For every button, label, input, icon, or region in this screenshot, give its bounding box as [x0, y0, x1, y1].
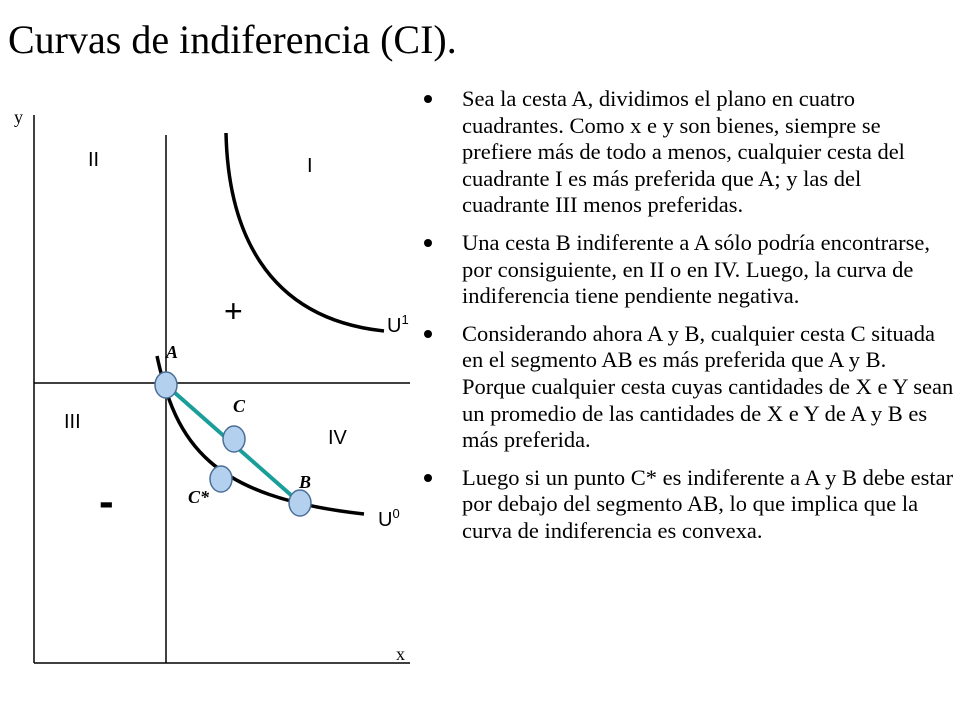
- x-axis-label: x: [396, 644, 405, 664]
- list-item-text: Una cesta B indiferente a A sólo podría encontrarse, por consiguiente, en II o en IV. Luego, la curva de indiferencia tiene pendiente negativa.: [462, 229, 930, 309]
- quadrant-label-i: I: [307, 155, 313, 177]
- quadrant-label-iii: III: [64, 411, 81, 433]
- indifference-curve-diagram: [0, 0, 430, 720]
- list-item-text: Luego si un punto C* es indiferente a A y B debe estar por debajo del segmento AB, lo que implica que la curva de indiferencia es convexa.: [462, 464, 954, 543]
- point-c: [223, 426, 245, 452]
- minus-sign: -: [99, 477, 114, 526]
- bullet-dot-icon: [424, 239, 432, 247]
- plus-sign: +: [224, 293, 243, 329]
- point-b: [289, 490, 311, 516]
- point-cstar: [210, 466, 232, 492]
- list-item: [424, 465, 954, 545]
- point-label-b: B: [299, 472, 312, 492]
- point-label-cstar: C*: [188, 487, 210, 507]
- bullet-dot-icon: [424, 474, 432, 482]
- list-item: [424, 321, 954, 454]
- bullet-dot-icon: [424, 95, 432, 103]
- list-item: [424, 86, 954, 219]
- curve-label-u1: $U^1$: [387, 312, 409, 337]
- y-axis-label: y: [14, 107, 23, 127]
- list-item-text: Sea la cesta A, dividimos el plano en cuatro cuadrantes. Como x e y son bienes, siempre se prefiere más de todo a menos, cualquier cesta del cuadrante I es más preferida que A; y las del cuadrante III menos preferidas.: [462, 86, 905, 218]
- list-item-text: Considerando ahora A y B, cualquier cesta C situada en el segmento AB es más preferida que A y B. Porque cualquier cesta cuyas cantidades de X e Y sean un promedio de las cantidades de X e Y de A y B es más preferida.: [462, 320, 954, 453]
- quadrant-label-ii: II: [88, 149, 100, 171]
- curve-label-u0: $U^0$: [378, 506, 400, 531]
- explanation-list: [424, 86, 954, 556]
- quadrant-label-iv: IV: [328, 427, 347, 449]
- point-label-c: C: [233, 396, 246, 416]
- list-item: [424, 230, 954, 310]
- bullet-dot-icon: [424, 330, 432, 338]
- point-label-a: A: [166, 342, 179, 362]
- curve-u1: [226, 133, 384, 331]
- slide-title: Curvas de indiferencia (CI).: [8, 17, 457, 62]
- point-a: [155, 372, 177, 398]
